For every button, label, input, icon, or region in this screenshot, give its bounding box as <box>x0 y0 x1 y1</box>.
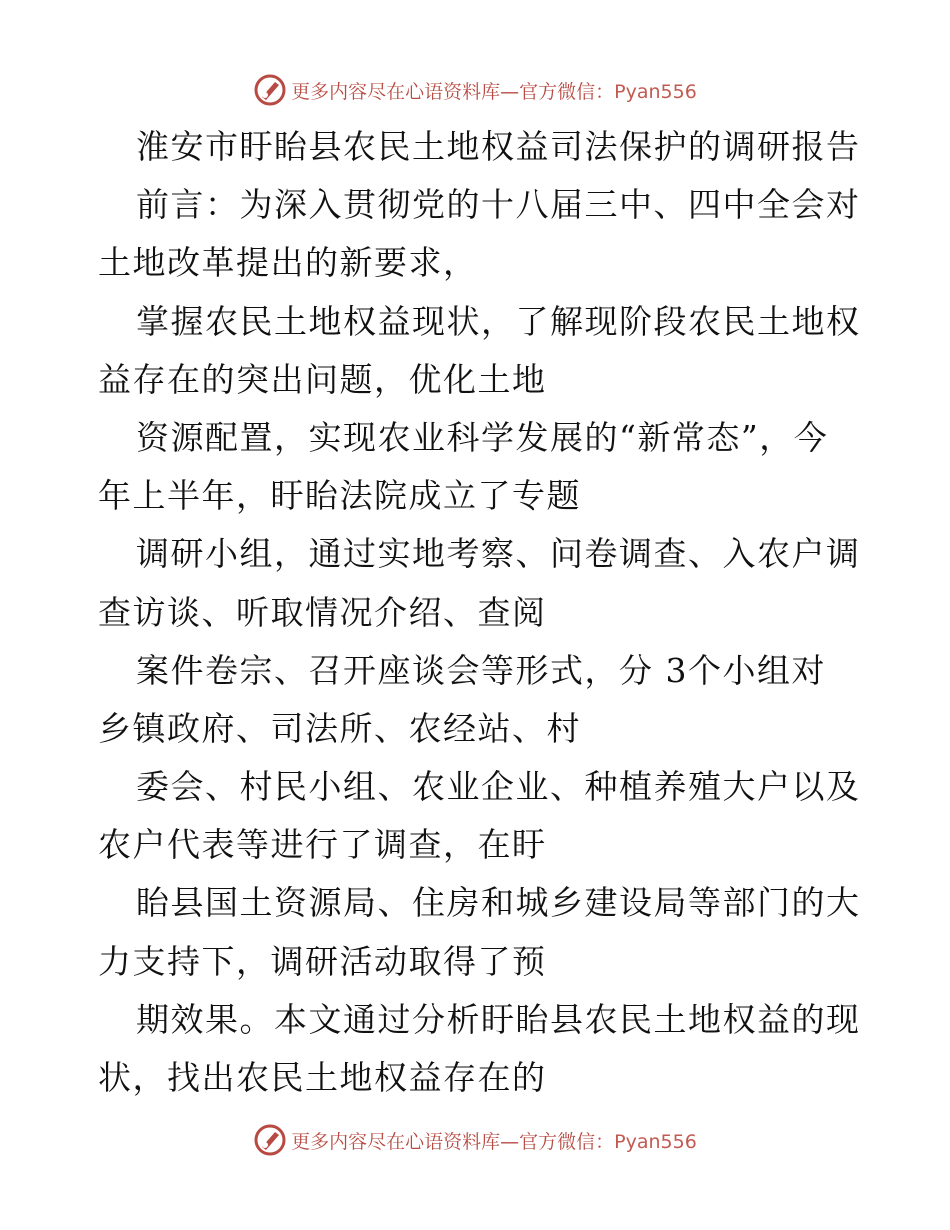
watermark-label: 更多内容尽在心语资料库—官方微信： <box>291 1130 615 1153</box>
paragraph-line: 乡镇政府、司法所、农经站、村 <box>98 708 581 748</box>
watermark-handle: Pyan556 <box>614 80 697 103</box>
paragraph-line: 案件卷宗、召开座谈会等形式，分 3个小组对 <box>136 650 826 690</box>
watermark-banner-top <box>0 70 950 110</box>
watermark-label: 更多内容尽在心语资料库—官方微信： <box>291 80 615 103</box>
paragraph-line: 眙县国土资源局、住房和城乡建设局等部门的大 <box>136 883 861 923</box>
logo-icon <box>253 1123 287 1157</box>
watermark-handle: Pyan556 <box>614 1130 697 1153</box>
logo-icon <box>253 73 287 107</box>
paragraph-line: 力支持下，调研活动取得了预 <box>98 941 547 981</box>
paragraph-line: 前言：为深入贯彻党的十八届三中、四中全会对 <box>136 185 861 225</box>
paragraph-line: 农户代表等进行了调查，在盱 <box>98 825 547 865</box>
paragraph-line: 查访谈、听取情况介绍、查阅 <box>98 592 547 632</box>
paragraph-line: 状，找出农民土地权益存在的 <box>98 1058 547 1097</box>
paragraph-line: 掌握农民土地权益现状，了解现阶段农民土地权 <box>136 301 861 341</box>
paragraph-line: 资源配置，实现农业科学发展的“新常态”，今 <box>136 417 829 457</box>
paragraph-line: 调研小组，通过实地考察、问卷调查、入农户调 <box>136 534 861 574</box>
watermark-text <box>291 1127 697 1154</box>
paragraph-line: 土地改革提出的新要求， <box>98 243 478 283</box>
document-title: 淮安市盱眙县农民土地权益司法保护的调研报告 <box>136 127 861 166</box>
paragraph-line: 益存在的突出问题，优化土地 <box>98 359 547 399</box>
watermark-banner-bottom <box>0 1120 950 1160</box>
paragraph-line: 委会、村民小组、农业企业、种植养殖大户以及 <box>136 767 861 807</box>
paragraph-line: 年上半年，盱眙法院成立了专题 <box>98 476 581 516</box>
document-body <box>98 118 861 1107</box>
paragraph-line: 期效果。本文通过分析盱眙县农民土地权益的现 <box>136 999 861 1039</box>
document-lines <box>98 176 861 1107</box>
watermark-text <box>291 77 697 104</box>
